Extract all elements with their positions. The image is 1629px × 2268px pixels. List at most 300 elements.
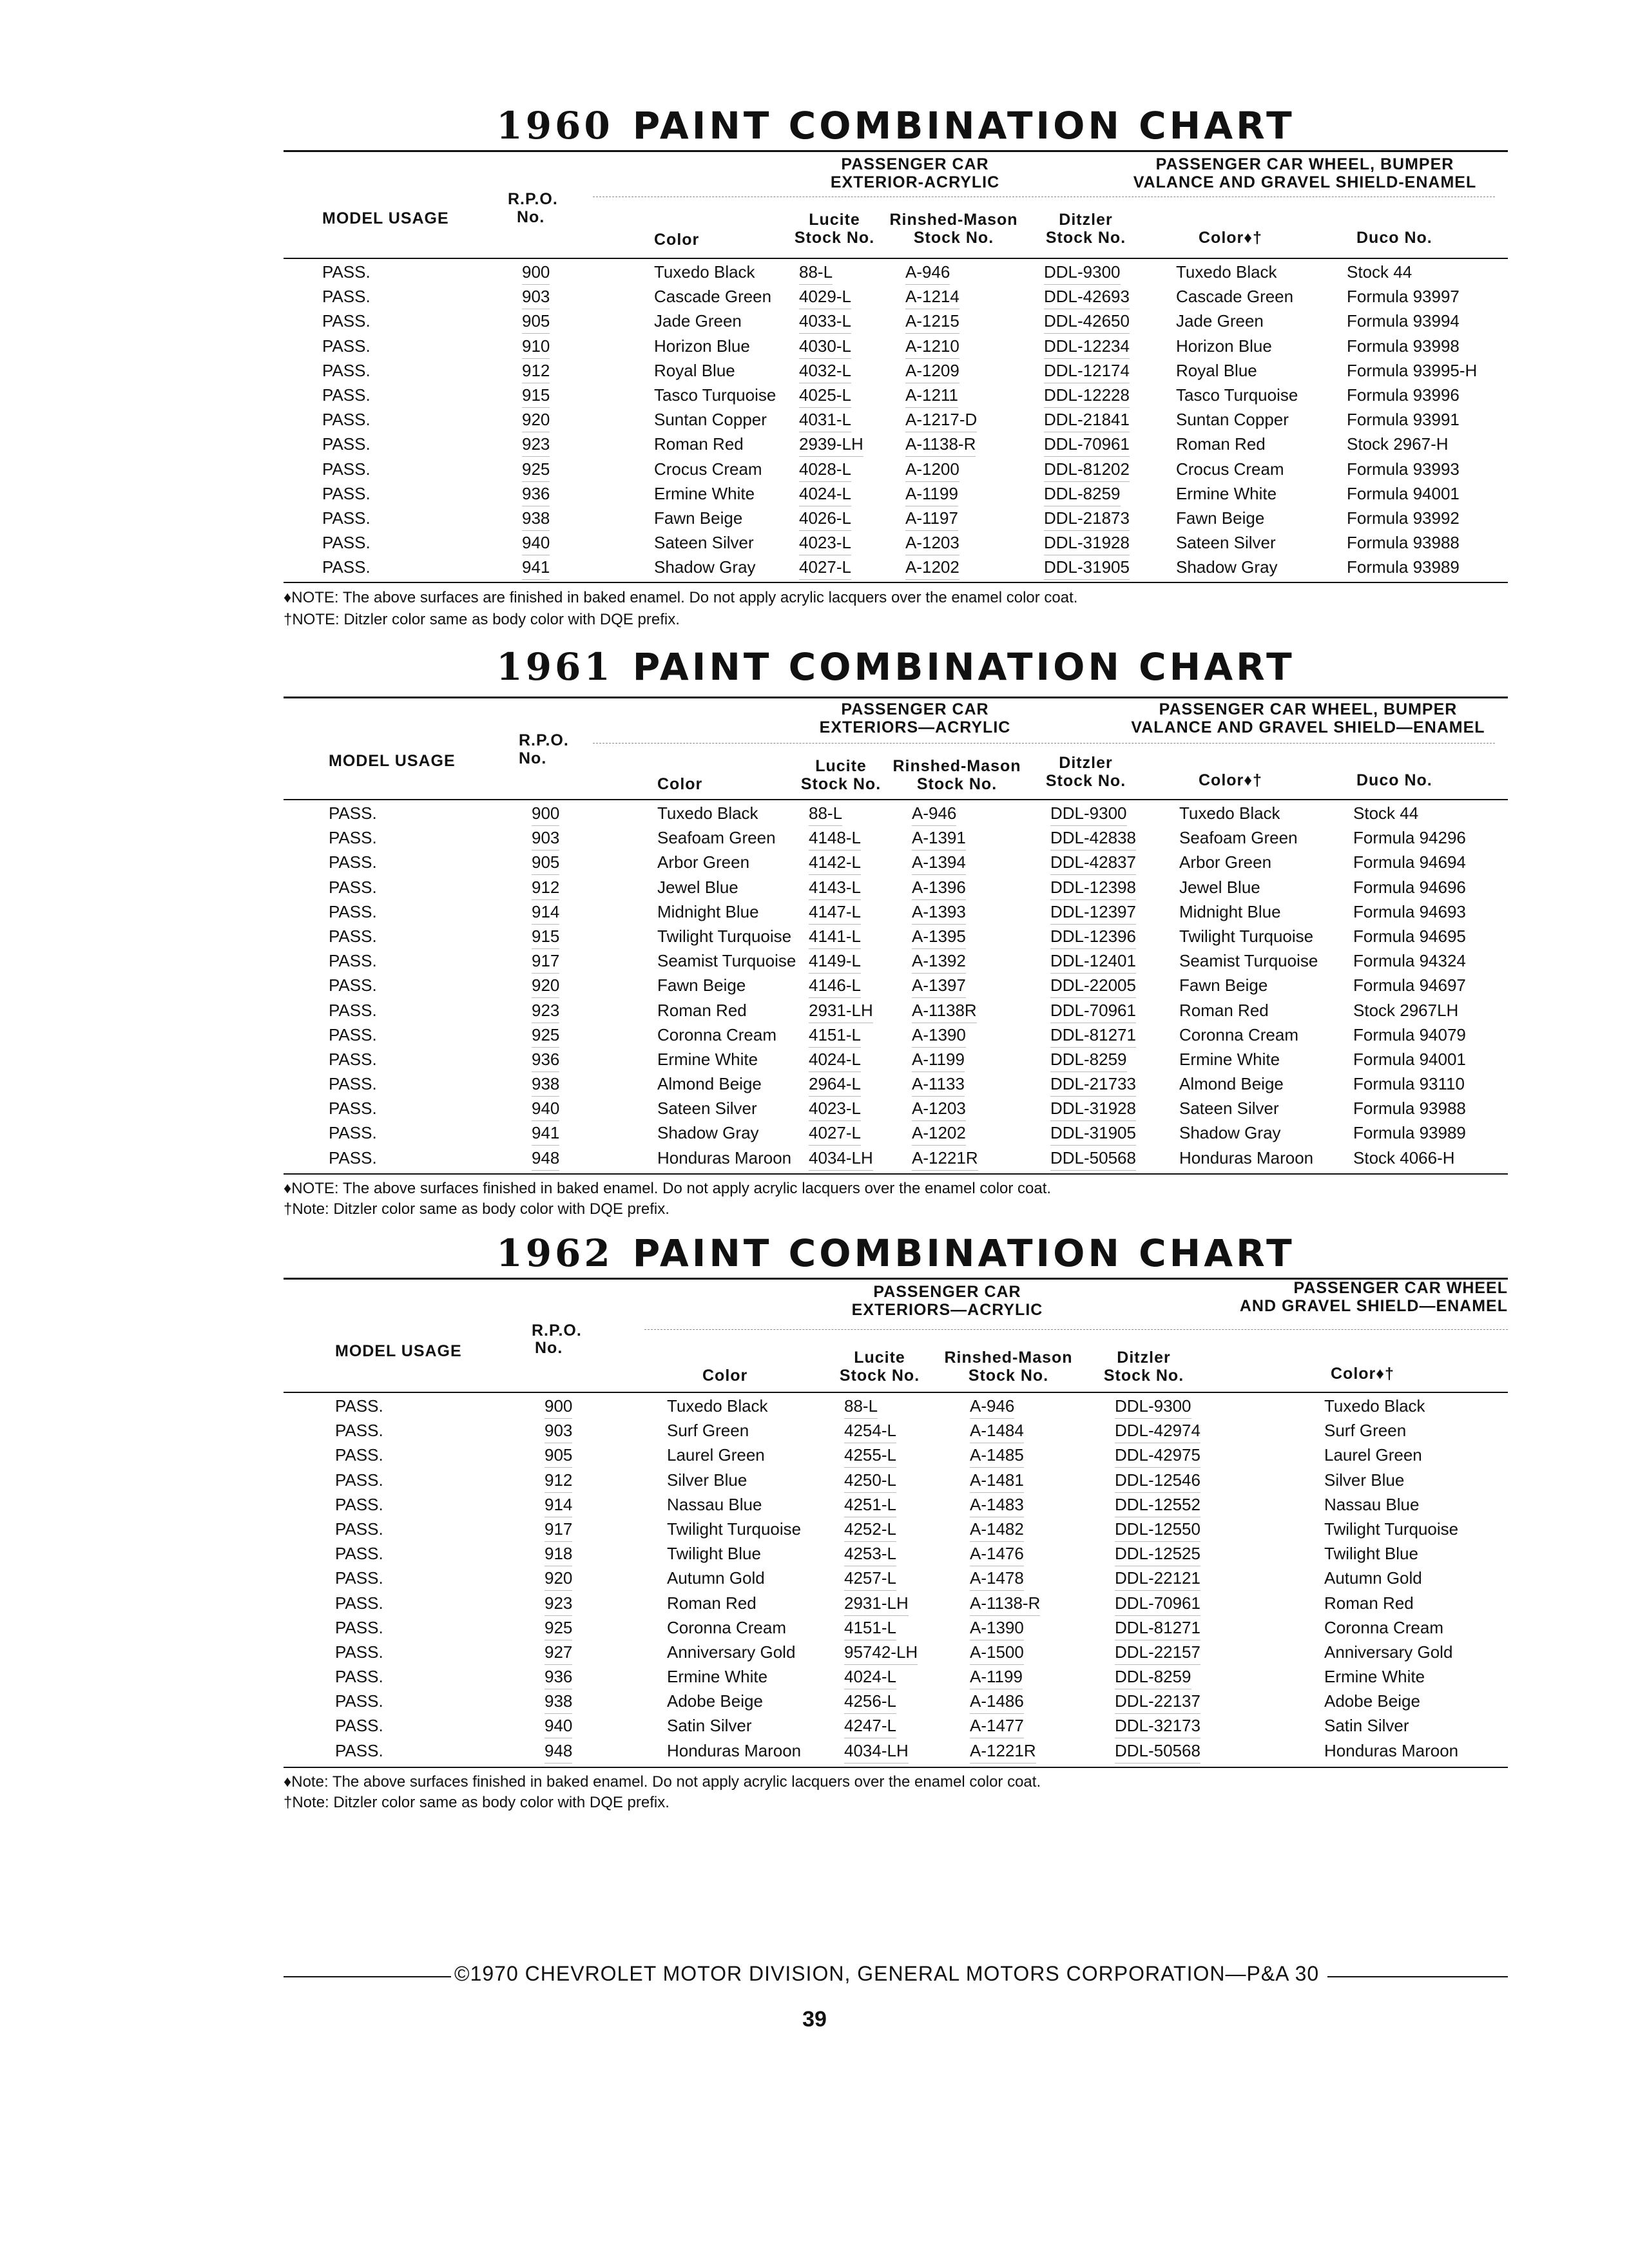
table-row xyxy=(284,457,1508,481)
ditzler-cell: DDL-12525 xyxy=(1115,1541,1200,1566)
wheel-color-cell: Tasco Turquoise xyxy=(1176,385,1298,405)
ditzler-cell: DDL-12401 xyxy=(1050,948,1136,974)
rpo-cell: 900 xyxy=(522,260,550,285)
header-wheel-group-line2: AND GRAVEL SHIELD—ENAMEL xyxy=(1239,1297,1508,1315)
rpo-cell: 940 xyxy=(522,530,550,555)
rpo-cell: 914 xyxy=(545,1492,572,1517)
wheel-color-cell: Laurel Green xyxy=(1324,1445,1422,1465)
color-cell: Ermine White xyxy=(667,1667,768,1687)
lucite-cell: 4029-L xyxy=(799,284,851,309)
chart-title-text: PAINT COMBINATION CHART xyxy=(632,1231,1295,1275)
table-row xyxy=(284,506,1508,530)
footer-copyright: ©1970 CHEVROLET MOTOR DIVISION, GENERAL MOTORS CORPORATION—P&A 30 xyxy=(454,1962,1320,1985)
duco-cell: Stock 2967-H xyxy=(1347,434,1449,454)
wheel-color-cell: Adobe Beige xyxy=(1324,1691,1420,1711)
table-row xyxy=(284,1443,1508,1467)
table-row xyxy=(284,801,1508,825)
wheel-color-cell: Honduras Maroon xyxy=(1324,1740,1459,1760)
table-row xyxy=(284,1713,1508,1738)
rinshed-cell: A-1199 xyxy=(912,1047,965,1072)
rinshed-cell: A-1482 xyxy=(970,1517,1024,1542)
model-usage-cell: PASS. xyxy=(335,1593,383,1613)
color-cell: Surf Green xyxy=(667,1421,749,1441)
wheel-color-cell: Roman Red xyxy=(1324,1593,1414,1613)
wheel-color-cell: Honduras Maroon xyxy=(1179,1148,1314,1168)
rinshed-cell: A-1214 xyxy=(905,284,959,309)
wheel-color-cell: Fawn Beige xyxy=(1179,975,1268,995)
note-enamel: ♦Note: The above surfaces finished in baked enamel. Do not apply acrylic lacquers over the enamel color coat. xyxy=(284,1773,1041,1791)
color-cell: Tuxedo Black xyxy=(667,1396,768,1416)
header-lucite-line1: Lucite xyxy=(854,1349,905,1367)
color-cell: Sateen Silver xyxy=(654,533,754,553)
header-model-usage: MODEL USAGE xyxy=(322,209,449,227)
table-row xyxy=(284,334,1508,358)
model-usage-cell: PASS. xyxy=(335,1642,383,1662)
ditzler-cell: DDL-31928 xyxy=(1050,1096,1136,1121)
footer xyxy=(284,1962,1508,1988)
rinshed-cell: A-1477 xyxy=(970,1713,1024,1738)
lucite-cell: 88-L xyxy=(799,260,833,285)
rinshed-cell: A-1203 xyxy=(912,1096,966,1121)
header-ext-group-line2: EXTERIOR-ACRYLIC xyxy=(830,173,1000,191)
header-ext-group-line1: PASSENGER CAR xyxy=(841,700,989,718)
model-usage-cell: PASS. xyxy=(329,1099,377,1119)
header-rinshed-line2: Stock No. xyxy=(913,229,994,247)
duco-cell: Formula 93996 xyxy=(1347,385,1460,405)
model-usage-cell: PASS. xyxy=(329,901,377,921)
lucite-cell: 4147-L xyxy=(809,899,861,925)
model-usage-cell: PASS. xyxy=(335,1617,383,1637)
header-lucite xyxy=(831,1349,928,1385)
duco-cell: Formula 93988 xyxy=(1347,533,1460,553)
duco-cell: Formula 94693 xyxy=(1353,901,1466,921)
duco-cell: Formula 94079 xyxy=(1353,1024,1466,1044)
rpo-cell: 900 xyxy=(532,801,559,826)
color-cell: Sateen Silver xyxy=(657,1099,757,1119)
color-cell: Autumn Gold xyxy=(667,1568,765,1588)
duco-cell: Formula 93989 xyxy=(1353,1123,1466,1143)
model-usage-cell: PASS. xyxy=(322,434,371,454)
rpo-cell: 914 xyxy=(532,899,559,925)
header-wheel-group xyxy=(1102,700,1514,736)
rpo-cell: 927 xyxy=(545,1640,572,1665)
rpo-cell: 941 xyxy=(522,555,550,580)
chart-title-text: PAINT COMBINATION CHART xyxy=(632,645,1295,689)
wheel-color-cell: Horizon Blue xyxy=(1176,336,1272,356)
rpo-cell: 923 xyxy=(522,432,550,457)
rpo-cell: 948 xyxy=(532,1146,559,1171)
header-rinshed xyxy=(886,211,1021,247)
rinshed-cell: A-1395 xyxy=(912,924,966,949)
header-rinshed-line1: Rinshed-Mason xyxy=(892,757,1021,775)
header-lucite xyxy=(786,211,883,247)
wheel-color-cell: Cascade Green xyxy=(1176,287,1294,307)
model-usage-cell: PASS. xyxy=(329,975,377,995)
color-cell: Midnight Blue xyxy=(657,901,759,921)
table-row xyxy=(284,1615,1508,1640)
rpo-cell: 910 xyxy=(522,334,550,359)
color-cell: Tuxedo Black xyxy=(654,262,755,282)
header-ext-group-line1: PASSENGER CAR xyxy=(841,155,989,173)
ditzler-cell: DDL-70961 xyxy=(1115,1591,1200,1616)
wheel-color-cell: Jade Green xyxy=(1176,311,1264,331)
rpo-cell: 915 xyxy=(532,924,559,949)
color-cell: Seafoam Green xyxy=(657,828,776,848)
wheel-color-cell: Silver Blue xyxy=(1324,1470,1405,1490)
model-usage-cell: PASS. xyxy=(329,852,377,872)
ditzler-cell: DDL-42838 xyxy=(1050,825,1136,850)
ditzler-cell: DDL-70961 xyxy=(1044,432,1130,457)
table-row xyxy=(284,1517,1508,1541)
header-rinshed-line2: Stock No. xyxy=(916,775,998,793)
duco-cell: Formula 94697 xyxy=(1353,975,1466,995)
header-rinshed-line1: Rinshed-Mason xyxy=(944,1349,1073,1367)
table-row xyxy=(284,1023,1508,1047)
color-cell: Tasco Turquoise xyxy=(654,385,776,405)
rpo-cell: 903 xyxy=(522,284,550,309)
ditzler-cell: DDL-8259 xyxy=(1115,1664,1191,1689)
color-cell: Roman Red xyxy=(657,1000,747,1020)
table-row xyxy=(284,481,1508,506)
table-row xyxy=(284,1689,1508,1713)
duco-cell: Formula 93998 xyxy=(1347,336,1460,356)
table-row xyxy=(284,407,1508,432)
header-wheel-group xyxy=(1102,155,1508,191)
chart-title-year: 1961 xyxy=(496,645,613,689)
model-usage-cell: PASS. xyxy=(329,1024,377,1044)
ditzler-cell: DDL-8259 xyxy=(1050,1047,1127,1072)
ditzler-cell: DDL-42974 xyxy=(1115,1418,1200,1443)
chart-1961 xyxy=(284,645,1508,1218)
ditzler-cell: DDL-21733 xyxy=(1050,1072,1136,1097)
rinshed-cell: A-1484 xyxy=(970,1418,1024,1443)
color-cell: Ermine White xyxy=(657,1049,758,1069)
lucite-cell: 4034-LH xyxy=(844,1738,909,1763)
wheel-color-cell: Ermine White xyxy=(1179,1049,1280,1069)
wheel-color-cell: Autumn Gold xyxy=(1324,1568,1422,1588)
ditzler-cell: DDL-9300 xyxy=(1115,1394,1191,1419)
duco-cell: Formula 93110 xyxy=(1353,1074,1465,1094)
model-usage-cell: PASS. xyxy=(329,951,377,971)
header-ditzler-line1: Ditzler xyxy=(1059,211,1113,229)
model-usage-cell: PASS. xyxy=(335,1667,383,1687)
footer-rule-left xyxy=(284,1976,451,1977)
rpo-cell: 940 xyxy=(532,1096,559,1121)
color-cell: Fawn Beige xyxy=(654,508,743,528)
color-cell: Coronna Cream xyxy=(667,1617,786,1637)
header-lucite-line1: Lucite xyxy=(815,757,867,775)
rinshed-cell: A-1199 xyxy=(970,1664,1023,1689)
header-color: Color xyxy=(654,231,700,249)
color-cell: Royal Blue xyxy=(654,360,735,380)
rinshed-cell: A-1199 xyxy=(905,481,958,506)
lucite-cell: 88-L xyxy=(809,801,842,826)
chart-title xyxy=(284,1231,1508,1275)
lucite-cell: 4253-L xyxy=(844,1541,896,1566)
ditzler-cell: DDL-12396 xyxy=(1050,924,1136,949)
lucite-cell: 2931-LH xyxy=(844,1591,909,1616)
header-wheel-group-line2: VALANCE AND GRAVEL SHIELD—ENAMEL xyxy=(1131,718,1485,736)
color-cell: Jade Green xyxy=(654,311,742,331)
ditzler-cell: DDL-22157 xyxy=(1115,1640,1200,1665)
ditzler-cell: DDL-12546 xyxy=(1115,1468,1200,1493)
model-usage-cell: PASS. xyxy=(335,1544,383,1564)
header-rinshed xyxy=(889,757,1025,793)
lucite-cell: 4141-L xyxy=(809,924,861,949)
header-color: Color xyxy=(657,775,703,793)
wheel-color-cell: Sateen Silver xyxy=(1176,533,1276,553)
model-usage-cell: PASS. xyxy=(335,1691,383,1711)
lucite-cell: 95742-LH xyxy=(844,1640,918,1665)
model-usage-cell: PASS. xyxy=(329,828,377,848)
ditzler-cell: DDL-21841 xyxy=(1044,407,1130,432)
header-ditzler xyxy=(1089,1349,1199,1385)
table-row xyxy=(284,383,1508,407)
wheel-color-cell: Ermine White xyxy=(1324,1667,1425,1687)
rinshed-cell: A-1483 xyxy=(970,1492,1024,1517)
model-usage-cell: PASS. xyxy=(329,1000,377,1020)
header-ext-group xyxy=(735,700,1095,736)
ditzler-cell: DDL-12234 xyxy=(1044,334,1130,359)
rpo-cell: 938 xyxy=(522,506,550,531)
color-cell: Honduras Maroon xyxy=(667,1740,802,1760)
wheel-color-cell: Tuxedo Black xyxy=(1179,803,1280,823)
rinshed-cell: A-1478 xyxy=(970,1566,1024,1591)
ditzler-cell: DDL-31905 xyxy=(1050,1120,1136,1146)
table-row xyxy=(284,555,1508,579)
rinshed-cell: A-1486 xyxy=(970,1689,1024,1714)
wheel-color-cell: Coronna Cream xyxy=(1324,1617,1443,1637)
wheel-color-cell: Seafoam Green xyxy=(1179,828,1298,848)
rinshed-cell: A-1391 xyxy=(912,825,966,850)
rpo-cell: 938 xyxy=(532,1072,559,1097)
model-usage-cell: PASS. xyxy=(322,262,371,282)
header-no: No. xyxy=(535,1339,563,1357)
ditzler-cell: DDL-42650 xyxy=(1044,309,1130,334)
header-ditzler-line2: Stock No. xyxy=(1045,229,1126,247)
rinshed-cell: A-1211 xyxy=(905,383,958,408)
rinshed-cell: A-1133 xyxy=(912,1072,965,1097)
header-wheel-color: Color♦† xyxy=(1199,771,1262,789)
rinshed-cell: A-1390 xyxy=(912,1023,966,1048)
header-rule xyxy=(284,697,1508,698)
lucite-cell: 4142-L xyxy=(809,850,861,875)
chart-title-year: 1960 xyxy=(496,104,613,148)
model-usage-cell: PASS. xyxy=(335,1470,383,1490)
color-cell: Anniversary Gold xyxy=(667,1642,796,1662)
duco-cell: Formula 93992 xyxy=(1347,508,1460,528)
ditzler-cell: DDL-22005 xyxy=(1050,973,1136,998)
rpo-cell: 905 xyxy=(532,850,559,875)
rpo-cell: 948 xyxy=(545,1738,572,1763)
rpo-cell: 915 xyxy=(522,383,550,408)
chart-title-text: PAINT COMBINATION CHART xyxy=(632,104,1295,148)
ditzler-cell: DDL-81271 xyxy=(1115,1615,1200,1640)
table-row xyxy=(284,358,1508,383)
table-row xyxy=(284,432,1508,456)
ditzler-cell: DDL-70961 xyxy=(1050,998,1136,1023)
table-row xyxy=(284,1541,1508,1566)
color-cell: Jewel Blue xyxy=(657,877,738,897)
rinshed-cell: A-1392 xyxy=(912,948,966,974)
table-row xyxy=(284,530,1508,555)
model-usage-cell: PASS. xyxy=(329,1049,377,1069)
chart-1962 xyxy=(284,1231,1508,1814)
model-usage-cell: PASS. xyxy=(322,533,371,553)
header-wheel-group-line2: VALANCE AND GRAVEL SHIELD-ENAMEL xyxy=(1133,173,1477,191)
duco-cell: Formula 93989 xyxy=(1347,557,1460,577)
rpo-cell: 905 xyxy=(545,1443,572,1468)
note-enamel: ♦NOTE: The above surfaces finished in baked enamel. Do not apply acrylic lacquers over the enamel color coat. xyxy=(284,1180,1052,1197)
wheel-color-cell: Midnight Blue xyxy=(1179,901,1281,921)
table-row xyxy=(284,1591,1508,1615)
model-usage-cell: PASS. xyxy=(322,557,371,577)
model-usage-cell: PASS. xyxy=(335,1716,383,1736)
rpo-cell: 905 xyxy=(522,309,550,334)
rinshed-cell: A-1481 xyxy=(970,1468,1024,1493)
table-row xyxy=(284,825,1508,850)
rows-1960 xyxy=(284,260,1508,579)
model-usage-cell: PASS. xyxy=(322,360,371,380)
color-cell: Cascade Green xyxy=(654,287,772,307)
wheel-color-cell: Shadow Gray xyxy=(1179,1123,1281,1143)
header-model-usage: MODEL USAGE xyxy=(329,752,456,770)
lucite-cell: 88-L xyxy=(844,1394,878,1419)
table-row xyxy=(284,1120,1508,1145)
duco-cell: Formula 93995-H xyxy=(1347,360,1478,380)
color-cell: Roman Red xyxy=(654,434,744,454)
wheel-color-cell: Sateen Silver xyxy=(1179,1099,1279,1119)
wheel-color-cell: Roman Red xyxy=(1176,434,1266,454)
lucite-cell: 2939-LH xyxy=(799,432,863,457)
color-cell: Nassau Blue xyxy=(667,1494,762,1514)
wheel-color-cell: Seamist Turquoise xyxy=(1179,951,1318,971)
chart-title xyxy=(284,645,1508,689)
lucite-cell: 4024-L xyxy=(844,1664,896,1689)
note-enamel: ♦NOTE: The above surfaces are finished in baked enamel. Do not apply acrylic lacquers over the enamel color coat. xyxy=(284,589,1078,606)
lucite-cell: 4026-L xyxy=(799,506,851,531)
rinshed-cell: A-1397 xyxy=(912,973,966,998)
ditzler-cell: DDL-12550 xyxy=(1115,1517,1200,1542)
model-usage-cell: PASS. xyxy=(335,1568,383,1588)
rpo-cell: 925 xyxy=(545,1615,572,1640)
lucite-cell: 4030-L xyxy=(799,334,851,359)
model-usage-cell: PASS. xyxy=(322,410,371,430)
table-row xyxy=(284,899,1508,924)
header-divider xyxy=(593,743,1495,744)
rpo-cell: 923 xyxy=(532,998,559,1023)
footer-rule-right xyxy=(1327,1976,1508,1977)
rinshed-cell: A-1138-R xyxy=(970,1591,1040,1616)
ditzler-cell: DDL-12228 xyxy=(1044,383,1130,408)
ditzler-cell: DDL-31905 xyxy=(1044,555,1130,580)
model-usage-cell: PASS. xyxy=(329,877,377,897)
model-usage-cell: PASS. xyxy=(335,1494,383,1514)
color-cell: Shadow Gray xyxy=(654,557,756,577)
lucite-cell: 4028-L xyxy=(799,457,851,482)
rpo-cell: 912 xyxy=(545,1468,572,1493)
duco-cell: Stock 2967LH xyxy=(1353,1000,1459,1020)
lucite-cell: 4032-L xyxy=(799,358,851,383)
rpo-cell: 912 xyxy=(522,358,550,383)
color-cell: Crocus Cream xyxy=(654,459,762,479)
duco-cell: Formula 94694 xyxy=(1353,852,1466,872)
lucite-cell: 4023-L xyxy=(809,1096,861,1121)
lucite-cell: 4254-L xyxy=(844,1418,896,1443)
table-row xyxy=(284,924,1508,948)
rinshed-cell: A-946 xyxy=(912,801,956,826)
header-wheel-color: Color♦† xyxy=(1331,1365,1394,1383)
ditzler-cell: DDL-12552 xyxy=(1115,1492,1200,1517)
rpo-cell: 941 xyxy=(532,1120,559,1146)
ditzler-cell: DDL-9300 xyxy=(1050,801,1127,826)
wheel-color-cell: Roman Red xyxy=(1179,1000,1269,1020)
wheel-color-cell: Surf Green xyxy=(1324,1421,1407,1441)
rpo-cell: 920 xyxy=(545,1566,572,1591)
wheel-color-cell: Nassau Blue xyxy=(1324,1494,1420,1514)
wheel-color-cell: Tuxedo Black xyxy=(1324,1396,1425,1416)
rpo-cell: 938 xyxy=(545,1689,572,1714)
header-color: Color xyxy=(702,1367,748,1385)
lucite-cell: 4031-L xyxy=(799,407,851,432)
lucite-cell: 4257-L xyxy=(844,1566,896,1591)
color-cell: Twilight Turquoise xyxy=(657,926,792,946)
wheel-color-cell: Arbor Green xyxy=(1179,852,1272,872)
lucite-cell: 4027-L xyxy=(809,1120,861,1146)
lucite-cell: 4027-L xyxy=(799,555,851,580)
duco-cell: Formula 94001 xyxy=(1347,483,1460,503)
header-ditzler-line2: Stock No. xyxy=(1045,772,1126,790)
color-cell: Satin Silver xyxy=(667,1716,752,1736)
note-ditzler: †NOTE: Ditzler color same as body color with DQE prefix. xyxy=(284,611,680,628)
header-rinshed-line2: Stock No. xyxy=(968,1367,1049,1385)
duco-cell: Formula 93997 xyxy=(1347,287,1460,307)
lucite-cell: 4256-L xyxy=(844,1689,896,1714)
header-ext-group-line1: PASSENGER CAR xyxy=(873,1283,1021,1301)
table-row xyxy=(284,284,1508,309)
lucite-cell: 2931-LH xyxy=(809,998,873,1023)
ditzler-cell: DDL-12397 xyxy=(1050,899,1136,925)
rinshed-cell: A-1202 xyxy=(905,555,959,580)
header-rpo: R.P.O. xyxy=(508,190,558,208)
rpo-cell: 917 xyxy=(532,948,559,974)
header-ext-group xyxy=(767,1283,1128,1319)
wheel-color-cell: Jewel Blue xyxy=(1179,877,1260,897)
rpo-cell: 925 xyxy=(522,457,550,482)
rpo-cell: 936 xyxy=(532,1047,559,1072)
rinshed-cell: A-1221R xyxy=(912,1146,978,1171)
lucite-cell: 4151-L xyxy=(844,1615,896,1640)
model-usage-cell: PASS. xyxy=(335,1421,383,1441)
wheel-color-cell: Royal Blue xyxy=(1176,360,1257,380)
wheel-color-cell: Anniversary Gold xyxy=(1324,1642,1453,1662)
table-row xyxy=(284,1418,1508,1443)
rpo-cell: 936 xyxy=(545,1664,572,1689)
rinshed-cell: A-1476 xyxy=(970,1541,1024,1566)
ditzler-cell: DDL-22121 xyxy=(1115,1566,1200,1591)
rinshed-cell: A-1202 xyxy=(912,1120,966,1146)
model-usage-cell: PASS. xyxy=(329,1074,377,1094)
lucite-cell: 4251-L xyxy=(844,1492,896,1517)
rinshed-cell: A-1203 xyxy=(905,530,959,555)
lucite-cell: 4151-L xyxy=(809,1023,861,1048)
wheel-color-cell: Coronna Cream xyxy=(1179,1024,1298,1044)
rpo-cell: 936 xyxy=(522,481,550,506)
color-cell: Fawn Beige xyxy=(657,975,746,995)
duco-cell: Stock 44 xyxy=(1353,803,1419,823)
ditzler-cell: DDL-12398 xyxy=(1050,875,1136,900)
rinshed-cell: A-1500 xyxy=(970,1640,1024,1665)
